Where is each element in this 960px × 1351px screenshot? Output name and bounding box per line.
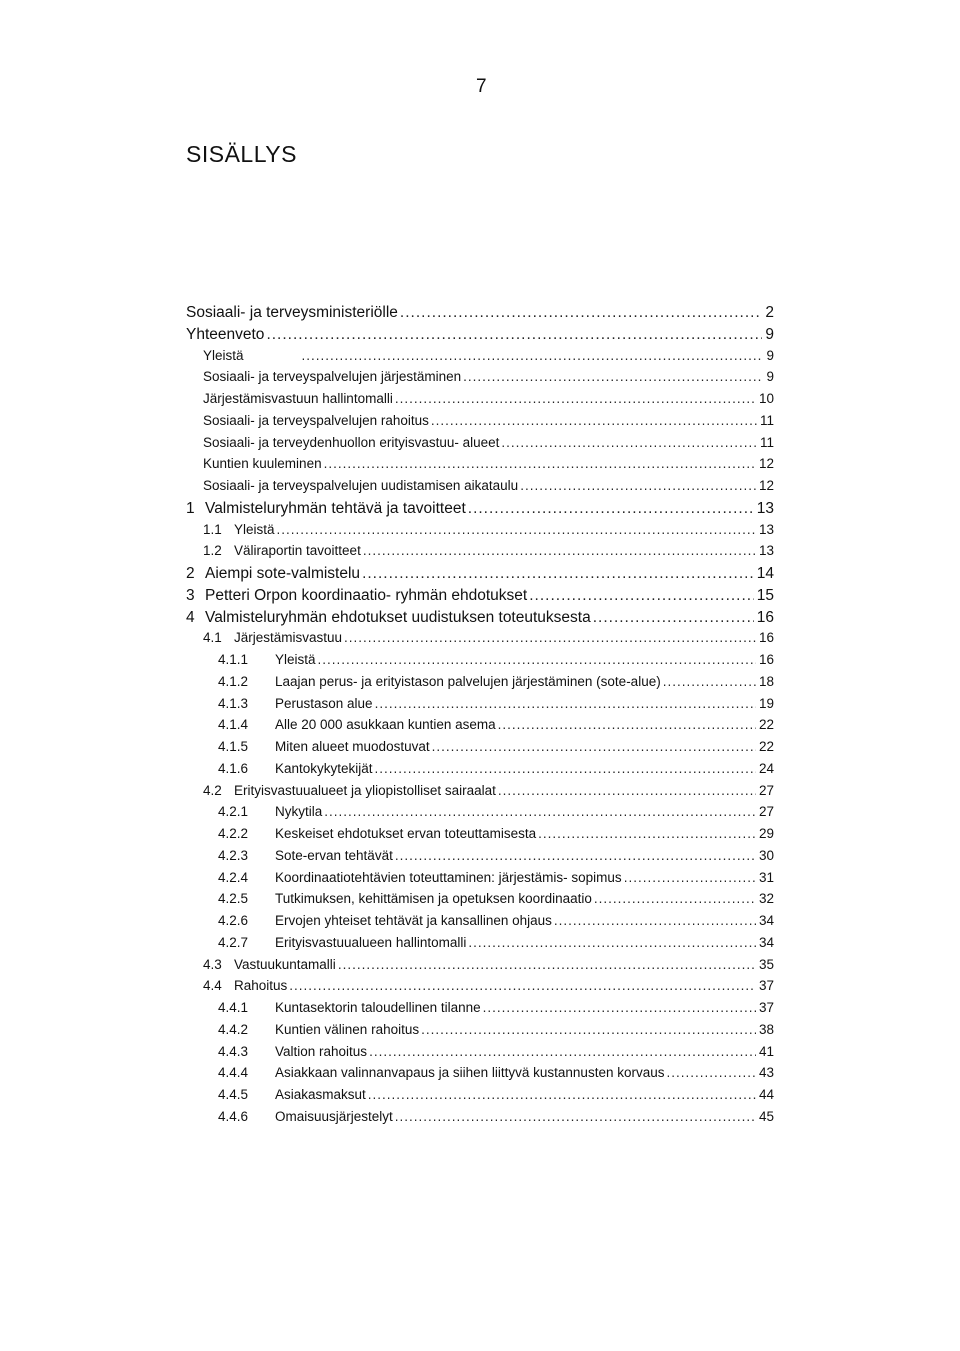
toc-entry-title: Aiempi sote-valmistelu (205, 565, 361, 582)
toc-entry-page: 34 (758, 934, 774, 950)
toc-entry-number: 4.2.6 (218, 913, 249, 928)
toc-entry-title: Asiakkaan valinnanvapaus ja siihen liittyvä kustannusten korvaus (275, 1065, 665, 1081)
toc-entry-line (203, 413, 774, 428)
toc-entry-title: Sosiaali- ja terveysministeriölle (186, 304, 398, 321)
toc-entry-number: 1.2 (203, 543, 222, 559)
toc-entry-line (275, 891, 774, 906)
toc-entry-page: 43 (758, 1065, 774, 1081)
toc-entry-title: Järjestämisvastuun hallintomalli (203, 391, 393, 406)
toc-entry-title: Sosiaali- ja terveydenhuollon erityisvastuu- alueet (203, 434, 500, 450)
toc-entry-title: Omaisuusjärjestelyt (275, 1108, 393, 1124)
toc-entry-page: 2 (765, 304, 774, 321)
toc-entry (0, 348, 960, 370)
toc-entry (0, 826, 960, 848)
toc-entry-title: Keskeiset ehdotukset ervan toteuttamisesta (275, 826, 537, 841)
toc-entry-page: 16 (758, 630, 774, 646)
dot-leader (289, 978, 756, 993)
toc-entry-line (275, 1022, 774, 1037)
toc-entry-number: 4.1.5 (218, 739, 249, 754)
toc-entry-line (205, 587, 774, 605)
toc-entry-line (186, 304, 774, 322)
dot-leader (363, 543, 756, 558)
toc-entry-page: 45 (758, 1108, 774, 1124)
toc-entry-line (205, 500, 774, 518)
toc-entry-page: 9 (766, 369, 774, 385)
dot-leader (624, 870, 756, 885)
toc-entry-page: 16 (756, 608, 774, 626)
toc-entry-line (275, 1087, 774, 1102)
dot-leader (368, 1087, 756, 1102)
toc-entry-page: 18 (758, 673, 774, 689)
dot-leader (663, 674, 756, 689)
toc-entry-number: 4.1.2 (218, 673, 249, 689)
toc-entry-line (234, 630, 774, 645)
toc-entry (0, 891, 960, 913)
toc-entry-line (275, 739, 774, 754)
toc-entry-title: Järjestämisvastuu (234, 630, 343, 646)
toc-entry-number: 4.2.3 (218, 847, 249, 863)
dot-leader (529, 587, 754, 605)
toc-entry (0, 870, 960, 892)
toc-entry (0, 652, 960, 674)
toc-entry-title: Asiakasmaksut (275, 1087, 366, 1102)
toc-entry (0, 1000, 960, 1022)
toc-entry-number: 4.2.4 (218, 869, 249, 885)
toc-entry (0, 609, 960, 631)
toc-entry-number: 4 (186, 608, 195, 626)
toc-entry-line (234, 522, 774, 537)
dot-leader (554, 913, 756, 928)
toc-entry-title: Miten alueet muodostuvat (275, 739, 430, 754)
toc-entry-title: Kuntasektorin taloudellinen tilanne (275, 1000, 481, 1015)
dot-leader (593, 609, 754, 627)
toc-entry-title: Erityisvastuualueen hallintomalli (275, 934, 467, 950)
toc-entry-page: 22 (758, 717, 774, 733)
toc-entry (0, 783, 960, 805)
toc-entry-number: 4.2.1 (218, 804, 249, 820)
toc-entry-line (275, 913, 774, 928)
dot-leader (266, 326, 762, 344)
toc-entry (0, 326, 960, 348)
dot-leader (483, 1000, 756, 1015)
dot-leader (362, 565, 754, 583)
toc-entry-title: Valmisteluryhmän tehtävä ja tavoitteet (205, 499, 466, 517)
toc-entry-title: Kantokykytekijät (275, 760, 373, 776)
toc-entry-page: 38 (758, 1021, 774, 1037)
toc-entry-page: 13 (758, 521, 774, 537)
toc-entry (0, 630, 960, 652)
toc-entry-page: 12 (758, 478, 774, 493)
dot-leader (498, 783, 756, 798)
toc-entry-title: Sosiaali- ja terveyspalvelujen rahoitus (203, 412, 429, 428)
toc-entry-line (275, 652, 774, 667)
toc-entry-title: Koordinaatiotehtävien toteuttaminen: järjestämis- sopimus (275, 869, 622, 885)
toc-entry (0, 935, 960, 957)
toc-entry-title: Sosiaali- ja terveyspalvelujen uudistamisen aikataulu (203, 478, 519, 493)
toc-entry-line (205, 565, 774, 583)
dot-leader (431, 413, 757, 428)
toc-entry (0, 413, 960, 435)
toc-entry-title: Erityisvastuualueet ja yliopistolliset sairaalat (234, 782, 496, 798)
toc-entry-title: Ervojen yhteiset tehtävät ja kansallinen ohjaus (275, 913, 552, 928)
toc-entry-page: 37 (758, 1000, 774, 1015)
toc-entry-page: 13 (756, 499, 774, 517)
toc-entry-number: 2 (186, 565, 195, 582)
toc-entry (0, 674, 960, 696)
toc-entry-number: 4.4.3 (218, 1043, 249, 1059)
dot-leader (501, 435, 757, 450)
toc-entry-page: 27 (758, 782, 774, 798)
toc-entry-number: 4.4 (203, 978, 222, 994)
toc-entry-line (234, 543, 774, 558)
dot-leader (395, 391, 756, 406)
toc-entry-line (275, 935, 774, 950)
toc-entry-page: 10 (758, 391, 774, 406)
toc-entry-page: 11 (759, 412, 774, 428)
toc-entry-title: Petteri Orpon koordinaatio- ryhmän ehdotukset (205, 586, 528, 604)
toc-entry-page: 19 (758, 695, 774, 711)
toc-entry (0, 565, 960, 587)
toc-entry-title: Alle 20 000 asukkaan kuntien asema (275, 717, 496, 733)
dot-leader (538, 826, 756, 841)
toc-entry-line (234, 783, 774, 798)
toc-entry-number: 4.1.1 (218, 652, 249, 667)
toc-entry-page: 29 (758, 826, 774, 841)
dot-leader (520, 478, 756, 493)
toc-entry-page: 35 (758, 956, 774, 972)
toc-entry (0, 761, 960, 783)
toc-entry-number: 4.4.5 (218, 1087, 249, 1102)
dot-leader (375, 696, 756, 711)
toc-entry-number: 4.1.4 (218, 717, 249, 733)
toc-entry-title: Nykytila (275, 804, 323, 820)
dot-leader (338, 957, 756, 972)
toc-entry-number: 3 (186, 586, 195, 604)
dot-leader (324, 456, 756, 471)
toc-entry-page: 41 (758, 1043, 774, 1059)
toc-entry-number: 4.4.4 (218, 1065, 249, 1081)
toc-entry-number: 4.2 (203, 782, 222, 798)
toc-entry-line (234, 957, 774, 972)
dot-leader (277, 522, 756, 537)
toc-entry (0, 543, 960, 565)
toc-entry (0, 435, 960, 457)
toc-entry-line (275, 804, 774, 819)
toc-entry (0, 739, 960, 761)
dot-leader (498, 717, 756, 732)
toc-title: SISÄLLYS (186, 141, 297, 167)
dot-leader (432, 739, 756, 754)
dot-leader (344, 630, 756, 645)
toc-entry (0, 587, 960, 609)
toc-entry-line (275, 761, 774, 776)
toc-entry-line (275, 1000, 774, 1015)
toc-entry-title: Sosiaali- ja terveyspalvelujen järjestäminen (203, 369, 462, 385)
dot-leader (594, 891, 756, 906)
toc-entry (0, 913, 960, 935)
dot-leader (375, 761, 756, 776)
toc-entry (0, 456, 960, 478)
toc-entry-line (203, 456, 774, 471)
page-number: 7 (476, 76, 487, 97)
toc-entry-number: 4.3 (203, 956, 222, 972)
dot-leader (324, 804, 756, 819)
toc-entry-page: 13 (758, 543, 774, 559)
toc-entry (0, 1044, 960, 1066)
toc-entry-page: 32 (758, 891, 774, 907)
toc-entry (0, 1065, 960, 1087)
toc-entry-number: 4.1 (203, 630, 222, 646)
toc-entry-number: 4.4.1 (218, 1000, 249, 1015)
toc-entry-page: 24 (758, 760, 774, 776)
toc-entry (0, 1022, 960, 1044)
toc-entry-number: 1.1 (203, 521, 222, 537)
dot-leader (421, 1022, 756, 1037)
toc-entry-page: 22 (758, 739, 774, 754)
toc-entry-line (203, 369, 774, 384)
dot-leader (369, 1044, 756, 1059)
dot-leader (463, 369, 763, 384)
toc-entry-number: 4.4.2 (218, 1021, 249, 1037)
toc-entry-page: 27 (758, 804, 774, 820)
toc-entry-title: Valmisteluryhmän ehdotukset uudistuksen toteutuksesta (205, 608, 591, 626)
toc-entry-title: Rahoitus (234, 978, 288, 994)
toc-entry-number: 4.1.3 (218, 695, 249, 711)
toc-entry-line (275, 826, 774, 841)
toc-entry-line (205, 609, 774, 627)
toc-entry-page: 31 (758, 869, 774, 885)
toc-entry-title: Valtion rahoitus (275, 1043, 368, 1059)
toc-entry-number: 4.2.7 (218, 934, 249, 950)
dot-leader (302, 348, 764, 363)
dot-leader (468, 500, 754, 518)
toc-entry-page: 34 (758, 913, 774, 928)
toc-entry-line (275, 717, 774, 732)
toc-entry-number: 1 (186, 499, 195, 517)
toc-entry-page: 9 (766, 347, 774, 363)
toc-entry-page: 9 (765, 325, 774, 343)
toc-entry (0, 391, 960, 413)
toc-entry-title: Kuntien kuuleminen (203, 456, 322, 472)
toc-entry (0, 500, 960, 522)
toc-entry-page: 14 (756, 565, 774, 582)
toc-entry-line (275, 1044, 774, 1059)
toc-entry-page: 30 (758, 847, 774, 863)
toc-entry (0, 848, 960, 870)
toc-entry-line (203, 348, 774, 363)
dot-leader (395, 848, 756, 863)
toc-entry (0, 522, 960, 544)
toc-entry-title: Kuntien välinen rahoitus (275, 1021, 420, 1037)
toc-entry (0, 957, 960, 979)
toc-entry-line (275, 674, 774, 689)
toc-entry-line (275, 870, 774, 885)
toc-entry-line (234, 978, 774, 993)
toc-entry-line (203, 391, 774, 406)
toc-entry-title: Perustason alue (275, 695, 373, 711)
toc-entry (0, 304, 960, 326)
toc-entry-title: Yleistä (275, 652, 316, 667)
toc-entry-title: Yleistä (203, 347, 244, 363)
toc-entry (0, 478, 960, 500)
toc-entry (0, 696, 960, 718)
toc-entry (0, 717, 960, 739)
toc-entry-title: Yleistä (234, 521, 275, 537)
toc-entry-line (203, 435, 774, 450)
toc-entry-title: Tutkimuksen, kehittämisen ja opetuksen koordinaatio (275, 891, 592, 907)
toc-entry-page: 37 (758, 978, 774, 994)
toc-entry-number: 4.2.2 (218, 826, 249, 841)
toc-entry (0, 978, 960, 1000)
toc-entry (0, 1087, 960, 1109)
toc-entry-title: Vastuukuntamalli (234, 956, 336, 972)
toc-entry-page: 11 (759, 434, 774, 450)
toc-entry-number: 4.1.6 (218, 760, 249, 776)
dot-leader (395, 1109, 756, 1124)
toc-entry (0, 804, 960, 826)
toc-entry-number: 4.4.6 (218, 1108, 249, 1124)
toc-entry-line (275, 696, 774, 711)
toc-entry-title: Väliraportin tavoitteet (234, 543, 361, 559)
toc-entry-line (275, 1109, 774, 1124)
toc-entry-title: Yhteenveto (186, 325, 265, 343)
toc-entry-line (203, 478, 774, 493)
toc-entry (0, 369, 960, 391)
toc-entry-title: Laajan perus- ja erityistason palvelujen järjestäminen (sote-alue) (275, 673, 661, 689)
toc-entry-number: 4.2.5 (218, 891, 249, 907)
toc-entry-page: 12 (758, 456, 774, 472)
dot-leader (468, 935, 756, 950)
dot-leader (400, 304, 762, 322)
toc-entry-page: 16 (758, 652, 774, 667)
toc-entry-line (275, 1065, 774, 1080)
toc-entry-page: 15 (756, 586, 774, 604)
toc-entry-page: 44 (758, 1087, 774, 1102)
dot-leader (666, 1065, 755, 1080)
toc-entry-title: Sote-ervan tehtävät (275, 847, 393, 863)
toc-entry (0, 1109, 960, 1131)
dot-leader (318, 652, 756, 667)
toc-entry-line (186, 326, 774, 344)
toc-entry-line (275, 848, 774, 863)
